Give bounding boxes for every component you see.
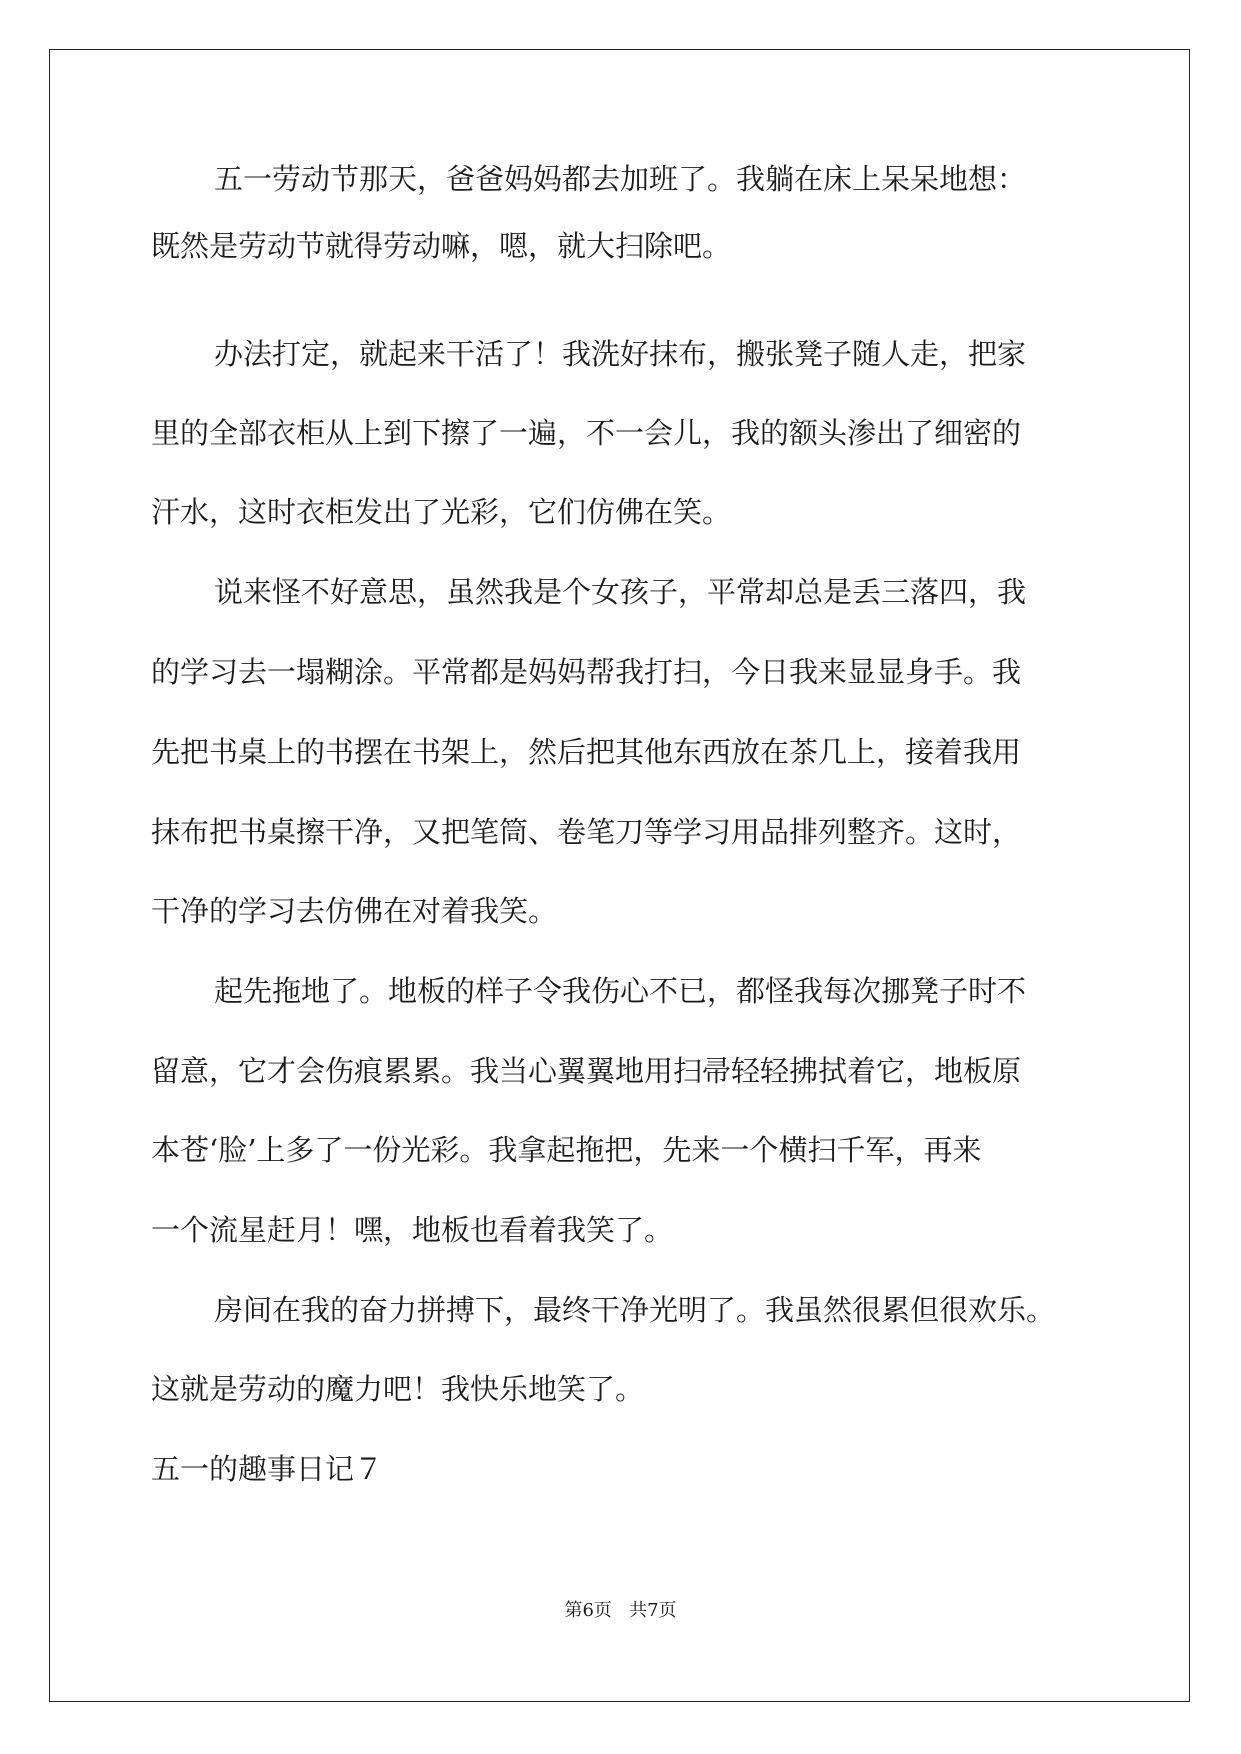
paragraph-2-line-1: 办法打定，就起来干活了！我洗好抹布，搬张凳子随人走，把家: [214, 337, 1027, 371]
paragraph-2-line-2: 里的全部衣柜从上到下擦了一遍，不一会儿，我的额头渗出了细密的: [151, 416, 1022, 450]
paragraph-1-line-1: 五一劳动节那天，爸爸妈妈都去加班了。我躺在床上呆呆地想：: [214, 162, 1027, 196]
paragraph-3-line-1: 说来怪不好意思，虽然我是个女孩子，平常却总是丢三落四，我: [214, 575, 1027, 609]
paragraph-3-line-2: 的学习去一塌糊涂。平常都是妈妈帮我打扫，今日我来显显身手。我: [151, 655, 1022, 689]
paragraph-4-line-4: 一个流星赶月！嘿，地板也看着我笑了。: [151, 1213, 674, 1247]
paragraph-3-line-4: 抹布把书桌擦干净，又把笔筒、卷笔刀等学习用品排列整齐。这时，: [151, 815, 1022, 849]
paragraph-4-line-2: 留意，它才会伤痕累累。我当心翼翼地用扫帚轻轻拂拭着它，地板原: [151, 1054, 1022, 1088]
paragraph-1-line-2: 既然是劳动节就得劳动嘛，嗯，就大扫除吧。: [151, 229, 732, 263]
paragraph-5-line-2: 这就是劳动的魔力吧！我快乐地笑了。: [151, 1372, 645, 1406]
page-total: 共7页: [629, 1600, 677, 1621]
paragraph-5-line-1: 房间在我的奋力拼搏下，最终干净光明了。我虽然很累但很欢乐。: [214, 1293, 1056, 1327]
page-number: 第6页: [564, 1600, 612, 1621]
paragraph-4-line-1: 起先拖地了。地板的样子令我伤心不已，都怪我每次挪凳子时不: [214, 974, 1027, 1008]
page-footer: [0, 1599, 1241, 1623]
paragraph-3-line-5: 干净的学习去仿佛在对着我笑。: [151, 894, 558, 928]
section-heading: 五一的趣事日记７: [151, 1452, 384, 1486]
paragraph-4-line-3: 本苍‘脸’上多了一份光彩。我拿起拖把，先来一个横扫千军，再来: [151, 1133, 982, 1167]
paragraph-3-line-3: 先把书桌上的书摆在书架上，然后把其他东西放在茶几上，接着我用: [151, 735, 1022, 769]
paragraph-2-line-3: 汗水，这时衣柜发出了光彩，它们仿佛在笑。: [151, 495, 732, 529]
